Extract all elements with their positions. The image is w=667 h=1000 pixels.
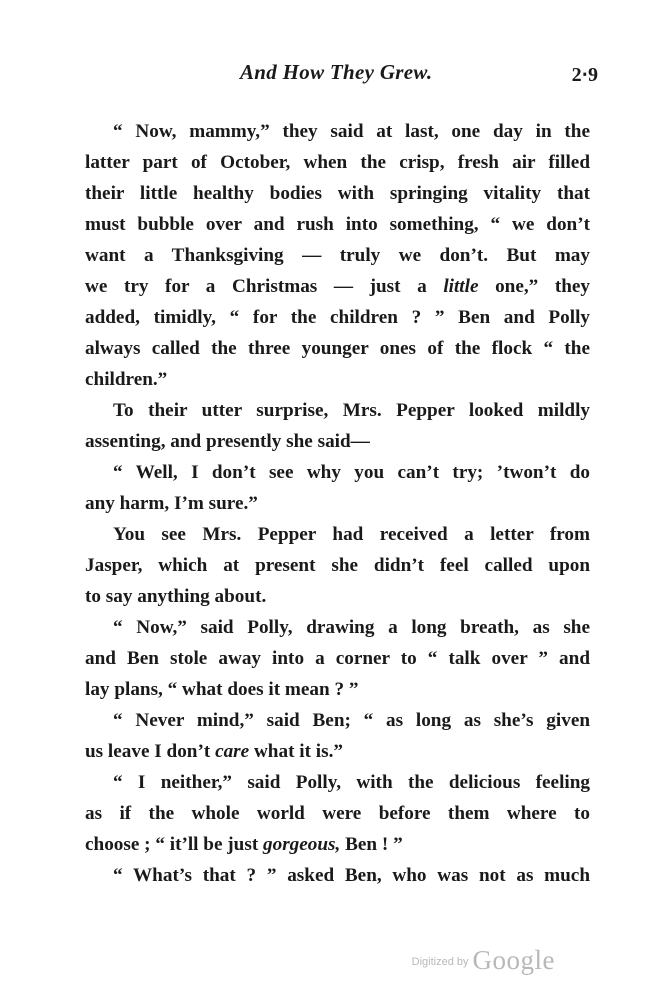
text-segment: Ben ! ” (340, 834, 403, 855)
text-line: as if the whole world were before them where to (85, 803, 590, 824)
page-number: 2⋅9 (571, 64, 598, 86)
running-title: And How They Grew. (240, 60, 433, 84)
body-text (85, 116, 590, 891)
text-line: To their utter surprise, Mrs. Pepper looked mildly (113, 400, 590, 421)
text-line: to say anything about. (85, 586, 267, 607)
text-segment: choose ; “ it’ll be just (85, 834, 263, 855)
text-line: “ Now, mammy,” they said at last, one day in the (113, 121, 590, 142)
text-line: “ What’s that ? ” asked Ben, who was not as much (113, 865, 590, 886)
text-line (85, 271, 590, 302)
text-line: want a Thanksgiving — truly we don’t. But may (85, 245, 590, 266)
italic-phrase: care (215, 741, 250, 762)
text-line: assenting, and presently she said— (85, 431, 370, 452)
text-line: “ I neither,” said Polly, with the delicious feeling (113, 772, 590, 793)
text-line: “ Never mind,” said Ben; “ as long as she’s given (113, 710, 590, 731)
italic-phrase: gorgeous, (263, 834, 341, 855)
text-line: Jasper, which at present she didn’t feel called upon (85, 555, 590, 576)
running-header (240, 60, 600, 90)
text-line: lay plans, “ what does it mean ? ” (85, 679, 359, 700)
text-line: latter part of October, when the crisp, fresh air filled (85, 152, 590, 173)
text-line (85, 736, 590, 767)
text-segment: what it is.” (249, 741, 343, 762)
text-segment: us leave I don’t (85, 741, 216, 762)
text-segment: one,” they (478, 276, 591, 297)
italic-phrase: little (443, 276, 479, 297)
text-segment: we try for a Christmas — just a (85, 276, 444, 297)
text-line: always called the three younger ones of the flock “ the (85, 338, 590, 359)
text-line: must bubble over and rush into something, “ we don’t (85, 214, 590, 235)
digitized-by-google-watermark (412, 945, 555, 976)
text-line (85, 829, 590, 860)
text-line: their little healthy bodies with springing vitality that (85, 183, 590, 204)
text-line: “ Now,” said Polly, drawing a long breath, as she (113, 617, 590, 638)
text-line: “ Well, I don’t see why you can’t try; ’twon’t do (113, 462, 590, 483)
text-line: and Ben stole away into a corner to “ talk over ” and (85, 648, 590, 669)
watermark-caption: Digitized by (411, 956, 469, 968)
text-line: children.” (85, 369, 168, 390)
text-line: added, timidly, “ for the children ? ” Ben and Polly (85, 307, 590, 328)
google-logo: Google (472, 945, 555, 975)
text-line: any harm, I’m sure.” (85, 493, 258, 514)
text-line: You see Mrs. Pepper had received a letter from (113, 524, 590, 545)
